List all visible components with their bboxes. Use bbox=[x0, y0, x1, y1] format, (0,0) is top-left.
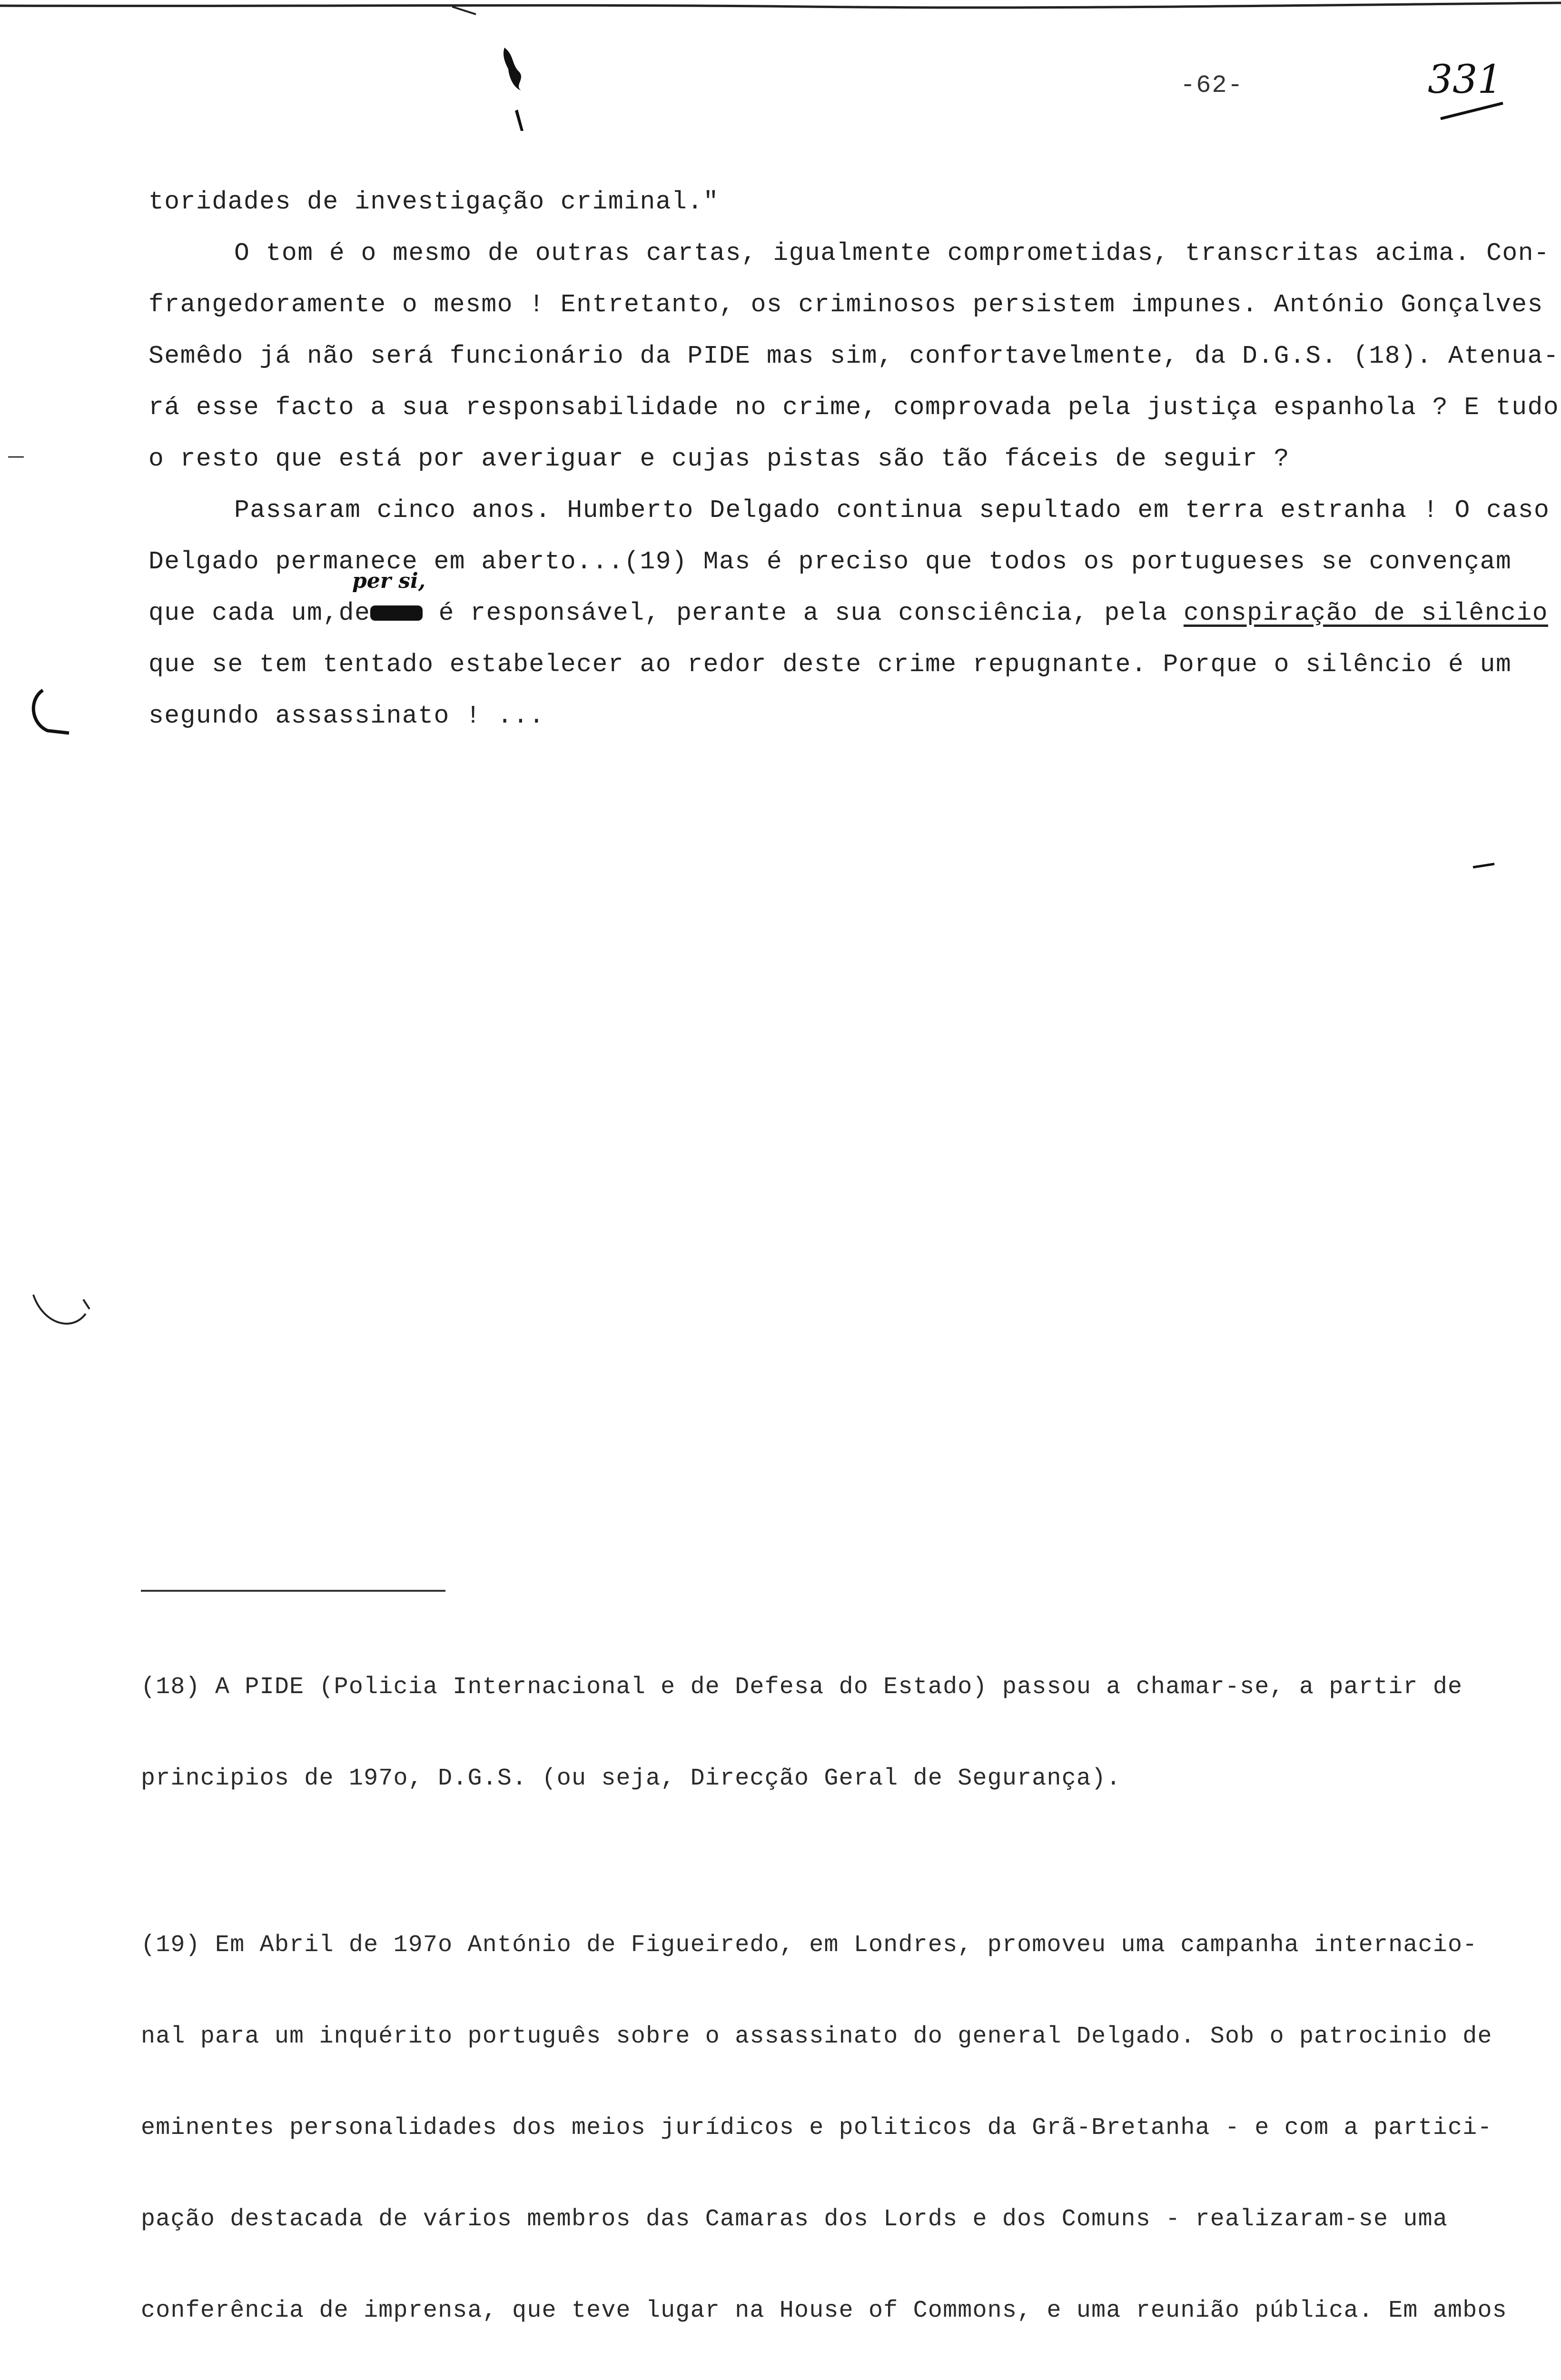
page-top-edge bbox=[0, 0, 1561, 19]
page-number: -62- bbox=[1180, 71, 1244, 99]
footnote-line: eminentes personalidades dos meios jurídicos e politicos da Grã-Bretanha - e com a partici- bbox=[141, 2114, 1492, 2142]
text-line: O tom é o mesmo de outras cartas, igualmente comprometidas, transcritas acima. Con- bbox=[234, 239, 1550, 268]
text-line: Semêdo já não será funcionário da PIDE mas sim, confortavelmente, da D.G.S. (18). Atenua- bbox=[148, 342, 1560, 370]
margin-dash-mark bbox=[1471, 862, 1499, 871]
main-text bbox=[148, 176, 1560, 742]
footnotes bbox=[141, 1611, 1507, 2380]
text-line: Delgado permanece em aberto...(19) Mas é preciso que todos os portugueses se convençam bbox=[148, 547, 1512, 576]
footnote-19 bbox=[141, 1869, 1507, 2380]
footnote-separator bbox=[141, 1590, 445, 1592]
margin-bracket-mark bbox=[24, 685, 76, 743]
text-fragment: que cada um,de bbox=[148, 599, 371, 627]
footnote-line: pação destacada de vários membros das Camaras dos Lords e dos Comuns - realizaram-se uma bbox=[141, 2206, 1448, 2233]
footnote-line: (18) A PIDE (Policia Internacional e de Defesa do Estado) passou a chamar-se, a partir de bbox=[141, 1674, 1463, 1701]
text-line: frangedoramente o mesmo ! Entretanto, os criminosos persistem impunes. António Gonçalves bbox=[148, 290, 1543, 319]
text-fragment: é responsável, perante a sua consciência, pela bbox=[423, 599, 1184, 627]
handwritten-insertion: per si, bbox=[352, 569, 426, 593]
text-line: segundo assassinato ! ... bbox=[148, 702, 545, 730]
margin-dash-mark bbox=[7, 452, 26, 462]
ink-blot-mark bbox=[500, 45, 538, 136]
margin-curve-mark bbox=[29, 1285, 95, 1338]
text-line: que se tem tentado estabelecer ao redor deste crime repugnante. Porque o silêncio é um bbox=[148, 650, 1512, 679]
footnote-line: conferência de imprensa, que teve lugar na House of Commons, e uma reunião pública. Em ambos bbox=[141, 2297, 1507, 2324]
text-line: toridades de investigação criminal." bbox=[148, 188, 719, 216]
footnote-line: nal para um inquérito português sobre o assassinato do general Delgado. Sob o patrocinio de bbox=[141, 2023, 1492, 2050]
footnote-line: principios de 197o, D.G.S. (ou seja, Direcção Geral de Segurança). bbox=[141, 1765, 1121, 1792]
text-line bbox=[148, 587, 1548, 639]
text-line: Passaram cinco anos. Humberto Delgado continua sepultado em terra estranha ! O caso bbox=[234, 496, 1550, 525]
footnote-line: (19) Em Abril de 197o António de Figueiredo, em Londres, promoveu uma campanha internacio- bbox=[141, 1932, 1478, 1959]
text-line: o resto que está por averiguar e cujas pistas são tão fáceis de seguir ? bbox=[148, 445, 1290, 473]
underlined-phrase: conspiração de silêncio bbox=[1183, 599, 1548, 627]
footnote-18 bbox=[141, 1611, 1502, 1855]
text-line: rá esse facto a sua responsabilidade no crime, comprovada pela justiça espanhola ? E tudo bbox=[148, 393, 1560, 422]
archive-number-underline bbox=[1440, 102, 1503, 120]
struck-out-word bbox=[370, 605, 423, 621]
archive-number-handwritten: 331 bbox=[1428, 57, 1502, 102]
